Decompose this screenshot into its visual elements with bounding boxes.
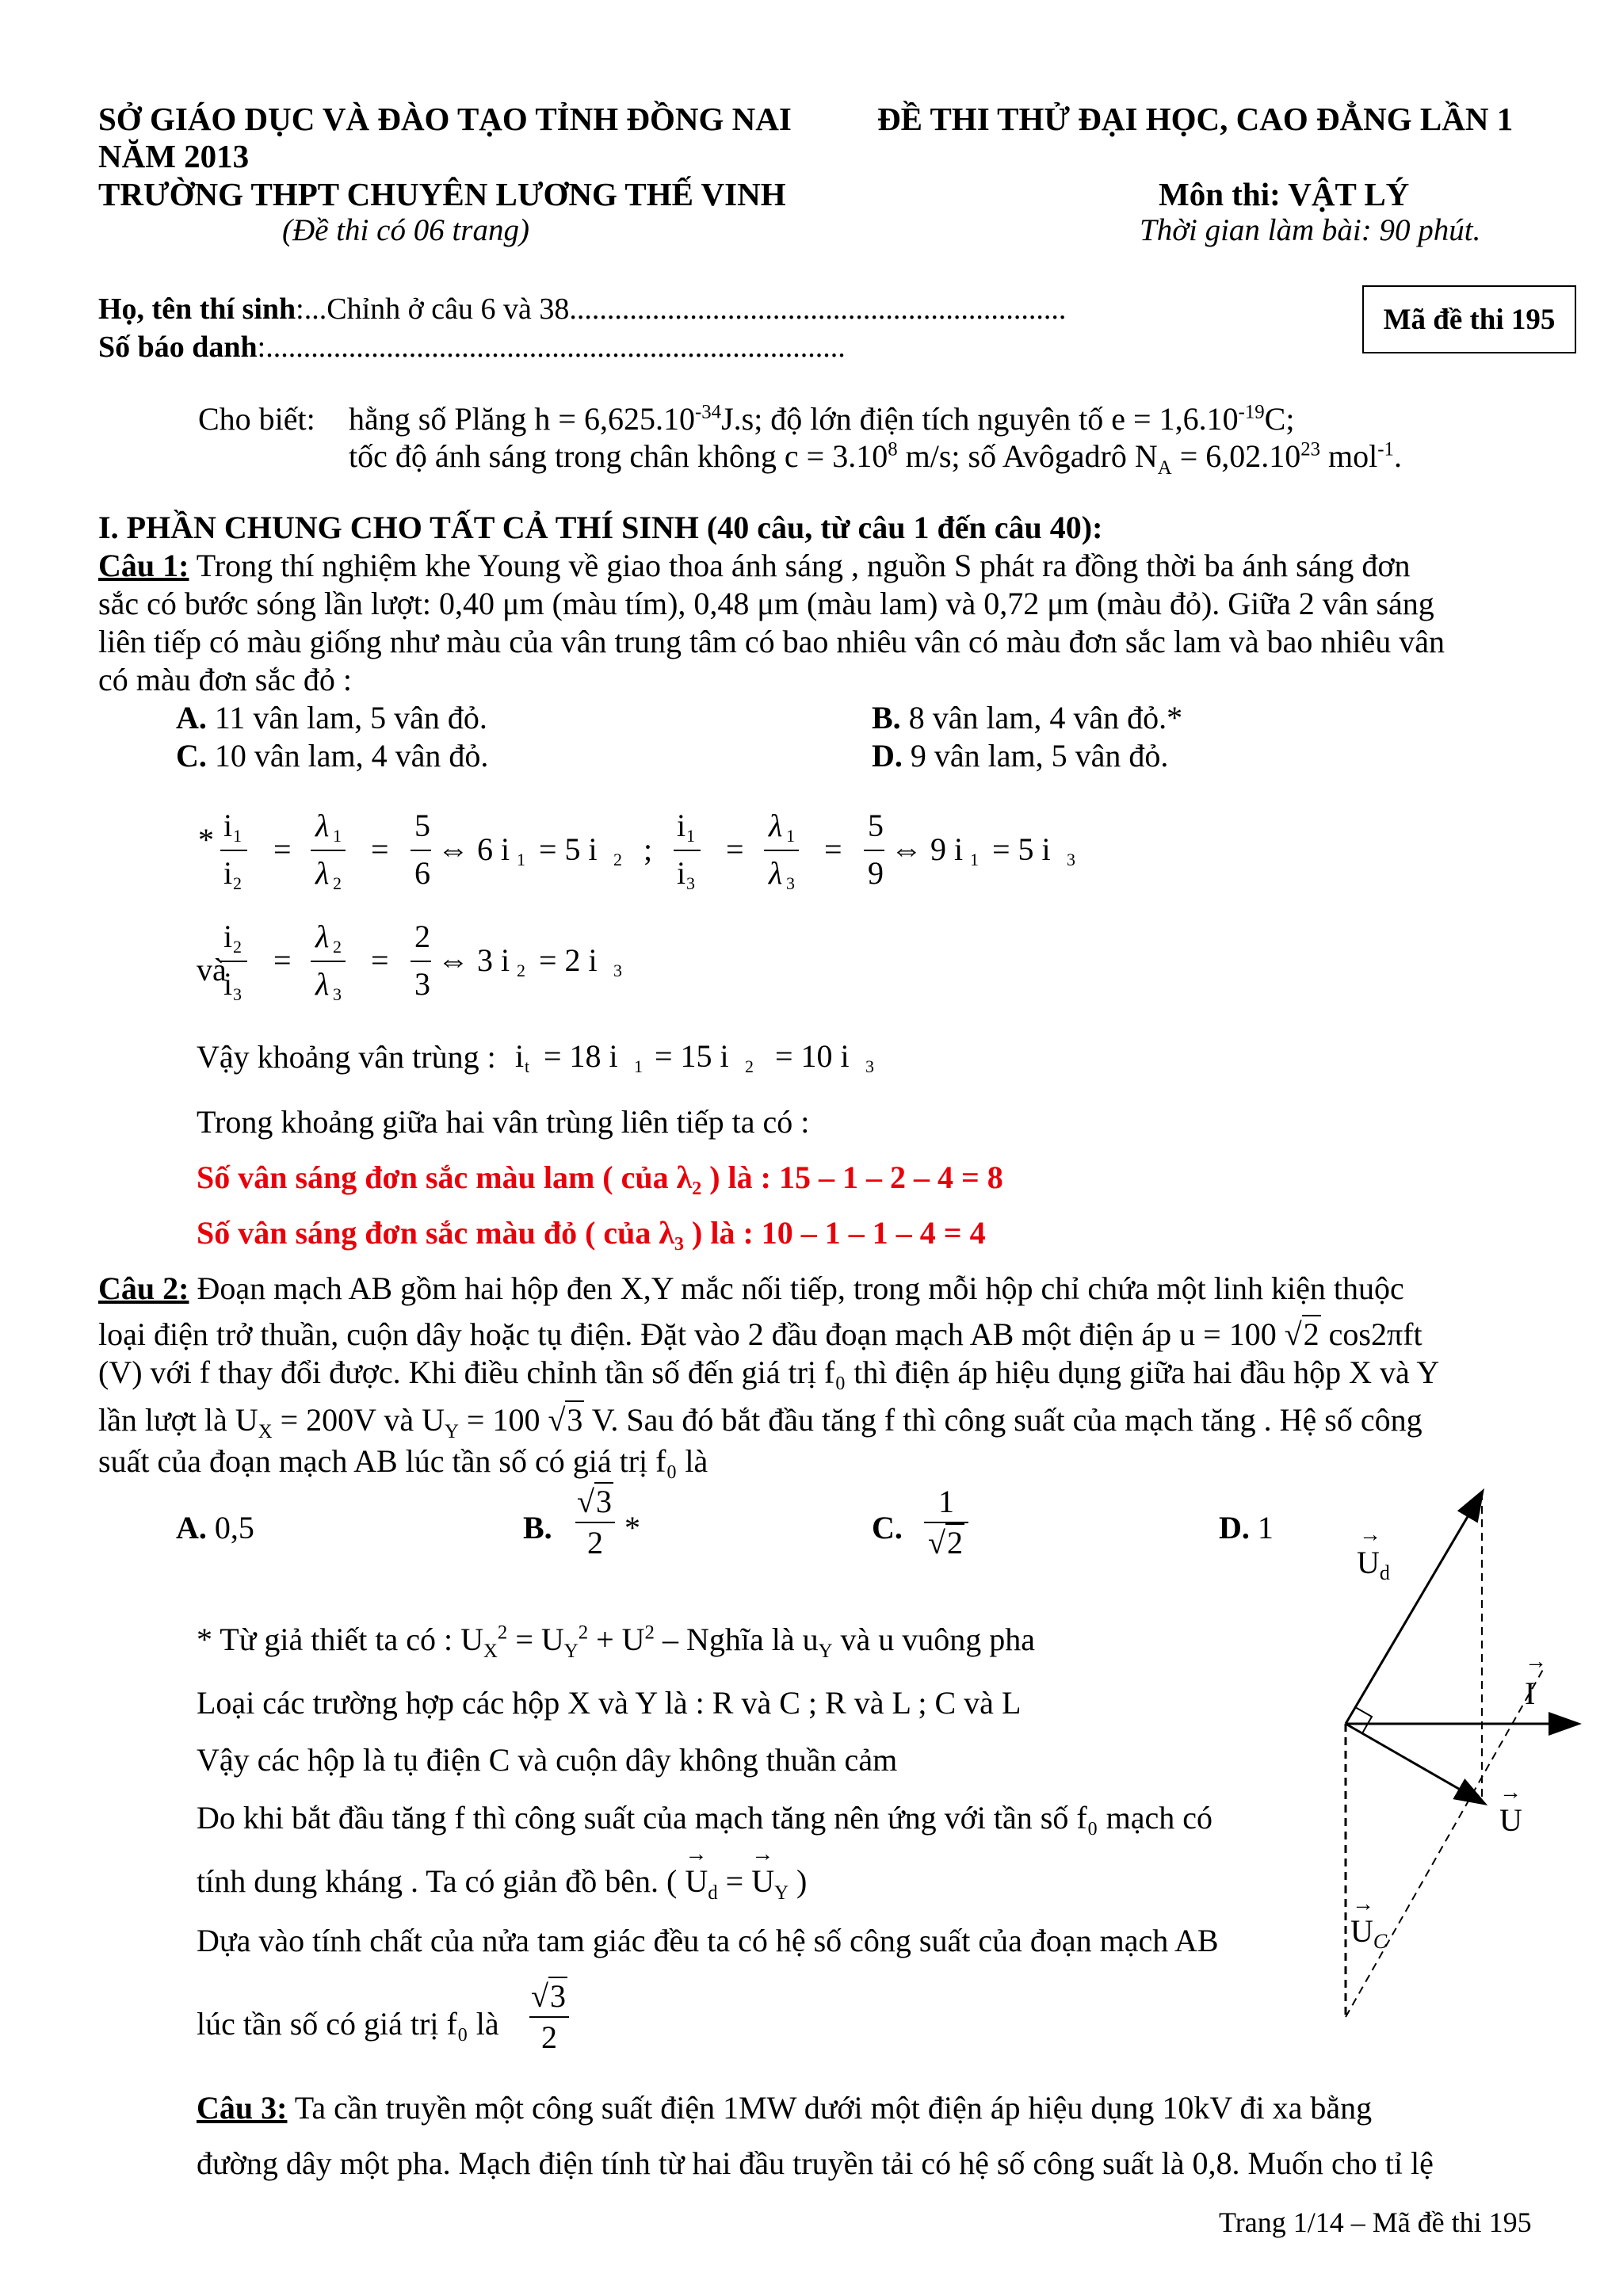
q2-phasor-diagram xyxy=(1316,1462,1601,2033)
svg-text:→: → xyxy=(1499,1780,1522,1805)
svg-text:9: 9 xyxy=(868,855,884,891)
dashed-diagonal xyxy=(1346,1668,1544,2017)
q2-sol1b: – Nghĩa là u xyxy=(654,1622,819,1657)
const-e-exp: -19 xyxy=(1238,401,1265,423)
q2-option-c-frac: 1 √2 xyxy=(924,1484,968,1561)
svg-text:2: 2 xyxy=(333,873,342,893)
svg-text:;: ; xyxy=(643,831,653,867)
svg-text:=: = xyxy=(726,831,744,867)
svg-text:i: i xyxy=(223,808,233,843)
candidate-id-line xyxy=(98,330,846,365)
candidate-id-value: :............................................................................. xyxy=(257,330,846,364)
svg-text:3: 3 xyxy=(613,961,622,980)
svg-text:1: 1 xyxy=(686,826,695,846)
q2-option-c-key: C. xyxy=(872,1510,903,1545)
q1-answer-lam: Số vân sáng đơn sắc màu lam ( của λ₂ ) là : 15 – 1 – 2 – 4 = 8 xyxy=(197,1159,1003,1195)
svg-text:λ: λ xyxy=(315,808,330,843)
q2-option-d xyxy=(1219,1509,1274,1546)
svg-text:λ: λ xyxy=(315,966,330,1002)
svg-text:2: 2 xyxy=(233,937,242,957)
q3-text1: Ta cần truyền một công suất điện 1MW dưới một điện áp hiệu dụng 10kV đi xa bằng xyxy=(287,2090,1373,2126)
header-school: TRƯỜNG THPT CHUYÊN LƯƠNG THẾ VINH xyxy=(98,176,786,212)
q1-option-b xyxy=(872,699,1182,736)
q2-sol4: Do khi bắt đầu tăng f thì công suất của mạch tăng nên ứng với tần số f₀ mạch có xyxy=(197,1800,1212,1836)
const-c-text: tốc độ ánh sáng trong chân không c = 3.10 xyxy=(349,438,888,474)
svg-text:λ: λ xyxy=(315,855,330,891)
const-na-text: m/s; số Avôgadrô N xyxy=(897,438,1158,474)
q1-option-b-key: B. xyxy=(872,700,901,735)
q2-sol5b: ) xyxy=(789,1863,808,1899)
header-exam-title: ĐỀ THI THỬ ĐẠI HỌC, CAO ĐẲNG LẦN 1 xyxy=(877,101,1514,137)
q2-sol1a: * Từ giả thiết ta có : U xyxy=(197,1622,483,1657)
svg-text:2: 2 xyxy=(333,937,342,957)
svg-text:=: = xyxy=(273,942,292,978)
q2-line4: lần lượt là $U_X = 200V$ và $U_Y = 100$ √3 V. Sau đó bắt đầu tăng f thì công suất của mạch tăng . Hệ số công xyxy=(98,1402,1423,1442)
q1-answer-do: Số vân sáng đơn sắc màu đỏ ( của λ₃ ) là : 10 – 1 – 1 – 4 = 4 xyxy=(197,1215,986,1251)
svg-text:1: 1 xyxy=(233,826,242,846)
svg-text:= 15 i: = 15 i xyxy=(655,1038,729,1074)
exam-code-box: Mã đề thi 195 xyxy=(1362,285,1576,353)
svg-text:5: 5 xyxy=(868,808,884,843)
svg-text:2: 2 xyxy=(414,919,430,954)
svg-text:3: 3 xyxy=(1067,850,1075,869)
svg-text:→: → xyxy=(1359,1522,1381,1547)
label-i: I xyxy=(1525,1675,1536,1711)
q3-label: Câu 3: xyxy=(197,2090,288,2126)
svg-text:1: 1 xyxy=(333,826,342,846)
q1-text1: Trong thí nghiệm khe Young về giao thoa ánh sáng , nguồn S phát ra đồng thời ba ánh sáng đơn xyxy=(189,548,1411,583)
q1-line3: liên tiếp có màu giống như màu của vân trung tâm có bao nhiêu vân có màu đơn sắc lam và bao nhiêu vân xyxy=(98,624,1445,659)
svg-text:= 5 i: = 5 i xyxy=(539,831,598,867)
header-subject: Môn thi: VẬT LÝ xyxy=(1159,176,1410,212)
svg-text:3: 3 xyxy=(865,1056,874,1076)
svg-text:2: 2 xyxy=(613,850,622,869)
constants-line1 xyxy=(349,400,1294,437)
q2-sqrt2: √2 xyxy=(1284,1316,1319,1352)
q2-sol1: * Từ giả thiết ta có : $U_X^2 = U_Y^2 + U^2$ – Nghĩa là $u_Y$ và u vuông pha xyxy=(197,1622,1036,1662)
svg-text:i: i xyxy=(223,966,233,1002)
const-e-text: J.s; độ lớn điện tích nguyên tố e = 1,6.10 xyxy=(721,401,1239,437)
q2-option-b xyxy=(523,1509,552,1546)
svg-text:1: 1 xyxy=(634,1056,643,1076)
svg-text:i: i xyxy=(223,919,233,954)
const-na-exp: 23 xyxy=(1300,438,1321,460)
svg-text:=: = xyxy=(371,942,389,978)
q2-sol7-frac: √3 2 xyxy=(529,1978,569,2056)
q2-text4d: V. Sau đó bắt đầu tăng f thì công suất của mạch tăng . Hệ số công xyxy=(584,1402,1423,1438)
svg-text:1: 1 xyxy=(970,850,979,869)
svg-text:⇔ 3 i: ⇔ 3 i xyxy=(437,942,510,978)
svg-text:⇔ 6 i: ⇔ 6 i xyxy=(437,831,510,867)
svg-text:→: → xyxy=(1352,1892,1374,1916)
label-uc: $U_C$ xyxy=(1350,1913,1388,1953)
svg-text:=: = xyxy=(273,831,292,867)
svg-text:λ: λ xyxy=(769,808,783,843)
q2-option-a-key: A. xyxy=(176,1510,207,1545)
header-pages-note: (Đề thi có 06 trang) xyxy=(282,213,529,247)
header-time-note: Thời gian làm bài: 90 phút. xyxy=(1140,213,1481,247)
svg-text:i: i xyxy=(515,1038,525,1074)
constants-label: Cho biết: xyxy=(198,401,315,437)
q2-line5: suất của đoạn mạch AB lúc tần số có giá trị f₀ là xyxy=(98,1443,708,1479)
q2-sol5a: tính dung kháng . Ta có giản đồ bên. ( xyxy=(197,1863,685,1899)
const-period: . xyxy=(1393,438,1402,474)
q2-line3: (V) với f thay đổi được. Khi điều chỉnh tần số đến giá trị f₀ thì điện áp hiệu dụng giữa hai đầu hộp X và Y xyxy=(98,1354,1440,1390)
q1-va: và xyxy=(197,952,227,988)
q2-option-a-text: 0,5 xyxy=(206,1510,254,1545)
svg-text:3: 3 xyxy=(786,873,795,893)
const-c-exp: 8 xyxy=(888,438,898,460)
const-h-exp: -34 xyxy=(695,401,722,423)
candidate-name-value: :...Chỉnh ở câu 6 và 38.................................................................. xyxy=(296,292,1067,326)
q3-line2: đường dây một pha. Mạch điện tính từ hai đầu truyền tải có hệ số công suất là 0,8. Muốn cho tỉ lệ xyxy=(197,2145,1434,2181)
q2-text4a: lần lượt là U xyxy=(98,1402,258,1438)
q1-option-c-key: C. xyxy=(176,738,207,774)
q1-line2: sắc có bước sóng lần lượt: 0,40 μm (màu tím), 0,48 μm (màu lam) và 0,72 μm (màu đỏ). Giữa 2 vân sáng xyxy=(98,586,1434,621)
page-footer: Trang 1/14 – Mã đề thi 195 xyxy=(1219,2206,1532,2238)
svg-text:3: 3 xyxy=(333,984,342,1004)
svg-text:3: 3 xyxy=(233,984,242,1004)
q1-option-d-text: 9 vân lam, 5 vân đỏ. xyxy=(902,738,1169,774)
q1-option-d-key: D. xyxy=(872,738,903,774)
svg-text:⇔ 9 i: ⇔ 9 i xyxy=(891,831,964,867)
q1-khoang-line xyxy=(197,1038,496,1075)
candidate-name-line xyxy=(98,292,1066,327)
q1-khoang-label: Vậy khoảng vân trùng : xyxy=(197,1039,496,1075)
q1-option-b-text: 8 vân lam, 4 vân đỏ.* xyxy=(900,700,1183,735)
svg-text:i: i xyxy=(677,808,686,843)
u-vector xyxy=(1346,1724,1484,1803)
const-na-sub: A xyxy=(1157,457,1172,479)
q2-option-d-key: D. xyxy=(1219,1510,1250,1545)
svg-text:3: 3 xyxy=(414,966,430,1002)
q2-option-c xyxy=(872,1509,903,1546)
q1-line4: có màu đơn sắc đỏ : xyxy=(98,662,352,697)
svg-text:λ: λ xyxy=(315,919,330,954)
q1-option-a-key: A. xyxy=(176,700,207,735)
q2-option-b-key: B. xyxy=(523,1510,552,1545)
svg-text:= 5 i: = 5 i xyxy=(992,831,1051,867)
header-dept: SỞ GIÁO DỤC VÀ ĐÀO TẠO TỈNH ĐỒNG NAI xyxy=(98,101,792,137)
q2-sol2: Loại các trường hợp các hộp X và Y là : R và C ; R và L ; C và L xyxy=(197,1685,1022,1721)
header-year: NĂM 2013 xyxy=(98,138,250,174)
label-u: U xyxy=(1499,1802,1522,1838)
const-na-unit: mol xyxy=(1320,438,1378,474)
q2-sol1c: và u vuông pha xyxy=(832,1622,1036,1657)
svg-text:1: 1 xyxy=(786,826,795,846)
candidate-name-label: Họ, tên thí sinh xyxy=(98,292,296,326)
svg-text:2: 2 xyxy=(517,961,525,980)
svg-text:2: 2 xyxy=(745,1056,754,1076)
q2-sol7: lúc tần số có giá trị f₀ là xyxy=(197,2006,499,2042)
q1-line1 xyxy=(98,547,1411,584)
svg-text:3: 3 xyxy=(686,873,695,893)
svg-text:t: t xyxy=(525,1056,530,1076)
q2-option-b-star: * xyxy=(624,1510,640,1545)
q2-text4b: = 200V và U xyxy=(272,1402,445,1438)
q2-sol3: Vậy các hộp là tụ điện C và cuộn dây không thuần cảm xyxy=(197,1742,898,1778)
q2-option-a xyxy=(176,1509,254,1546)
svg-text:i: i xyxy=(223,855,233,891)
candidate-id-label: Số báo danh xyxy=(98,330,258,364)
const-na-value: = 6,02.10 xyxy=(1171,438,1301,474)
svg-text:= 18 i: = 18 i xyxy=(544,1038,618,1074)
q2-line1 xyxy=(98,1270,1404,1307)
q2-option-d-text: 1 xyxy=(1249,1510,1274,1545)
q2-text4c: = 100 xyxy=(458,1402,548,1438)
svg-text:i: i xyxy=(677,855,686,891)
q1-option-d xyxy=(872,737,1168,774)
q1-formula-ratios xyxy=(190,804,1141,1034)
q2-sqrt3: √3 xyxy=(548,1402,583,1438)
q2-option-b-frac: √3 2 xyxy=(575,1484,615,1561)
label-ud: $U_d$ xyxy=(1357,1545,1390,1584)
q2-line2 xyxy=(98,1316,1423,1353)
q3-line1 xyxy=(197,2089,1372,2126)
q1-trong: Trong khoảng giữa hai vân trùng liên tiếp ta có : xyxy=(197,1104,810,1140)
q2-sol6: Dựa vào tính chất của nửa tam giác đều ta có hệ số công suất của đoạn mạch AB xyxy=(197,1923,1219,1958)
svg-text:6: 6 xyxy=(414,855,430,891)
svg-text:1: 1 xyxy=(517,850,525,869)
const-na-unit-exp: -1 xyxy=(1377,438,1394,460)
svg-text:=: = xyxy=(371,831,389,867)
svg-text:→: → xyxy=(1525,1649,1547,1674)
q1-label: Câu 1: xyxy=(98,548,189,583)
svg-text:= 2 i: = 2 i xyxy=(539,942,598,978)
q1-option-a-text: 11 vân lam, 5 vân đỏ. xyxy=(206,700,487,735)
svg-text:= 10 i: = 10 i xyxy=(775,1038,850,1074)
q2-sol5: tính dung kháng . Ta có giản đồ bên. ( → $U_d$ = → $U_Y$ ) xyxy=(197,1862,807,1904)
q1-option-a xyxy=(176,699,487,736)
svg-text:λ: λ xyxy=(769,855,783,891)
svg-text:=: = xyxy=(824,831,842,867)
svg-text:2: 2 xyxy=(233,873,242,893)
section1-title: I. PHẦN CHUNG CHO TẤT CẢ THÍ SINH (40 câu, từ câu 1 đến câu 40): xyxy=(98,510,1103,545)
svg-text:*: * xyxy=(198,822,214,858)
q2-text2b: cos2πft xyxy=(1328,1316,1423,1352)
q1-option-c xyxy=(176,737,488,774)
q2-text2a: loại điện trở thuần, cuộn dây hoặc tụ điện. Đặt vào 2 đầu đoạn mạch AB một điện áp u = 100 xyxy=(98,1316,1277,1352)
const-e-unit: C; xyxy=(1264,401,1295,437)
const-h-text: hằng số Plăng h = 6,625.10 xyxy=(349,401,695,437)
q1-option-c-text: 10 vân lam, 4 vân đỏ. xyxy=(206,738,489,774)
q1-khoang-formula xyxy=(507,1037,919,1084)
constants-line2 xyxy=(349,437,1402,479)
svg-text:5: 5 xyxy=(414,808,430,843)
q2-text1: Đoạn mạch AB gồm hai hộp đen X,Y mắc nối tiếp, trong mỗi hộp chỉ chứa một linh kiện thuộc xyxy=(189,1270,1404,1306)
q2-label: Câu 2: xyxy=(98,1270,189,1306)
